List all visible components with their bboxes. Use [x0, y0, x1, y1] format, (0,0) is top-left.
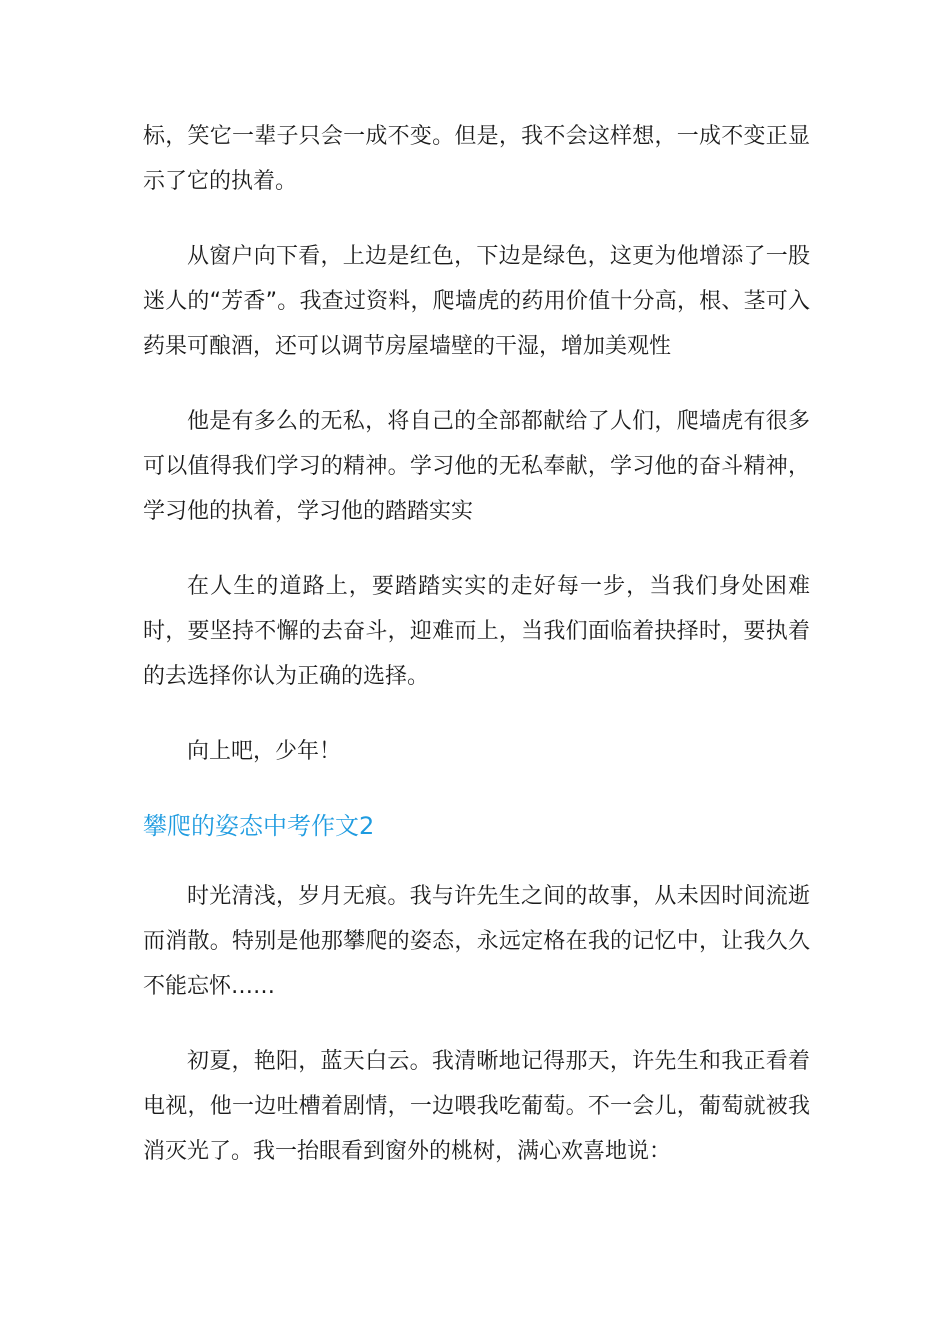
section-heading: 攀爬的姿态中考作文2: [143, 812, 375, 840]
paragraph: 时光清浅，岁月无痕。我与许先生之间的故事，从未因时间流逝而消散。特别是他那攀爬的姿态，永远定格在我的记忆中，让我久久不能忘怀……: [143, 884, 810, 999]
paragraph: 他是有多么的无私，将自己的全部都献给了人们，爬墙虎有很多可以值得我们学习的精神。学习他的无私奉献，学习他的奋斗精神，学习他的执着，学习他的踏踏实实: [143, 409, 810, 524]
document-body: [143, 114, 810, 1174]
paragraph: 向上吧，少年！: [187, 739, 342, 764]
paragraph: 从窗户向下看，上边是红色，下边是绿色，这更为他增添了一股迷人的“芳香”。我查过资料，爬墙虎的药用价值十分高，根、茎可入药果可酿酒，还可以调节房屋墙壁的干湿，增加美观性: [143, 244, 810, 359]
paragraph: 在人生的道路上，要踏踏实实的走好每一步，当我们身处困难时，要坚持不懈的去奋斗，迎难而上，当我们面临着抉择时，要执着的去选择你认为正确的选择。: [143, 574, 810, 689]
paragraph: 初夏，艳阳，蓝天白云。我清晰地记得那天，许先生和我正看着电视，他一边吐槽着剧情，一边喂我吃葡萄。不一会儿，葡萄就被我消灭光了。我一抬眼看到窗外的桃树，满心欢喜地说：: [143, 1049, 810, 1164]
paragraph-continuation: 标，笑它一辈子只会一成不变。但是，我不会这样想，一成不变正显示了它的执着。: [143, 124, 810, 194]
